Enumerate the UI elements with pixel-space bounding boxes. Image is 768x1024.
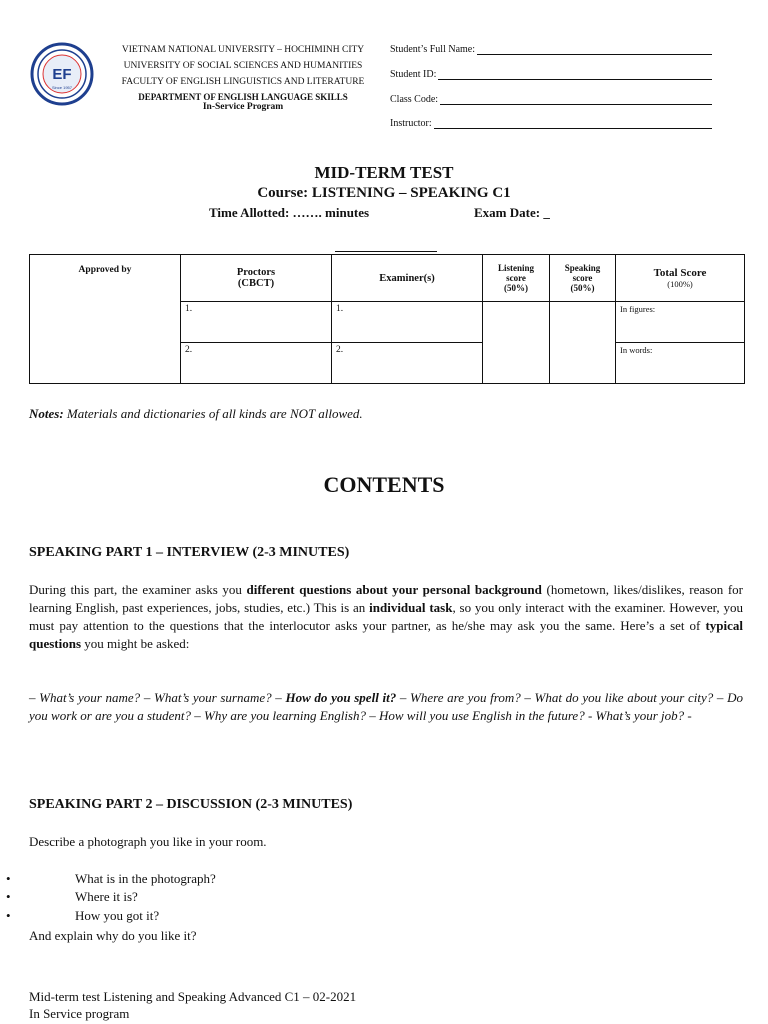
part2-bullet-2: Where it is? [75,889,138,904]
instructor-field[interactable] [390,118,712,129]
exam-date: Exam Date: _ [474,205,550,220]
course-title: Course: LISTENING – SPEAKING C1 [257,185,511,201]
program-name: In-Service Program [202,102,284,112]
footer-line-1: Mid-term test Listening and Speaking Advanced C1 – 02-2021 [29,989,357,1004]
speaking-header [550,255,616,302]
listening-score-cell[interactable] [483,302,550,384]
proctors-sub: (CBCT) [237,278,275,289]
listening-header [483,255,550,302]
student-id-label: Student ID: [390,69,437,80]
class-code-field[interactable] [390,94,712,105]
proctors-header [181,255,332,302]
student-name-line[interactable] [477,44,712,55]
score-words-cell[interactable] [616,343,745,384]
part2-heading: SPEAKING PART 2 – DISCUSSION (2-3 MINUTES) [29,797,353,812]
part1-questions: – What’s your name? – What’s your surname? – How do you spell it? – Where are you from? – What do you like about your city? – Do you work or are you a student? – Why are you learning English? – How will you use English in the future? - What’s your job? - [29,690,743,723]
listening-label: Listening score [497,263,534,283]
notes-label: Notes: [29,406,64,421]
notes [29,406,363,422]
student-id-field[interactable] [390,69,712,80]
examiner-1-num: 1. [336,304,344,314]
contents-heading: CONTENTS [323,472,445,497]
student-id-line[interactable] [438,69,712,80]
part2-intro: Describe a photograph you like in your room. [29,834,267,849]
part2-outro: And explain why do you like it? [29,928,197,943]
department-name: DEPARTMENT OF ENGLISH LANGUAGE SKILLS [138,92,348,102]
proctor-1-cell[interactable] [181,302,332,343]
instructor-label: Instructor: [390,118,432,129]
examiners-label: Examiner(s) [379,272,435,284]
instructor-line[interactable] [434,118,712,129]
institution-header [104,42,382,113]
student-name-field[interactable] [390,44,712,55]
part2-bullet-3: How you got it? [75,908,160,923]
time-allotted: Time Allotted: ……. minutes [209,205,370,220]
speaking-score-cell[interactable] [550,302,616,384]
bullet-icon: • [6,871,11,886]
part2-bullet-1: What is in the photograph? [75,871,216,886]
proctor-2-cell[interactable] [181,343,332,384]
proctors-label: Proctors [236,267,276,278]
logo-since: Since 1957 [51,85,73,90]
proctor-1-num: 1. [185,304,193,314]
speaking-label: Speaking score [564,263,601,283]
examiner-2-cell[interactable] [332,343,483,384]
part1-paragraph: During this part, the examiner asks you different questions about your personal background (hometown, likes/dislikes, reason for learning English, past experiences, jobs, studies, etc.) This is an individual task, so you only interact with the examiner. However, you must pay attention to the questions that the interlocutor asks your partner, as he/she may ask you the same. Here’s a set of typical questions you might be asked: [29,582,743,651]
inst-line-1: VIETNAM NATIONAL UNIVERSITY – HOCHIMINH CITY [121,45,365,55]
approved-by-label: Approved by [78,265,132,275]
score-figures-cell[interactable] [616,302,745,343]
bullet-icon: • [6,889,11,904]
logo-letters: EF [52,66,72,83]
proctor-2-num: 2. [185,345,193,355]
total-header [616,255,745,302]
approved-by-cell [30,255,181,384]
divider-line [335,251,437,252]
examiners-header [332,255,483,302]
notes-text: Materials and dictionaries of all kinds are NOT allowed. [63,406,363,421]
total-pct: (100%) [667,279,693,289]
student-name-label: Student’s Full Name: [390,44,475,55]
in-words-label: In words: [620,345,653,355]
speaking-pct: (50%) [570,283,595,293]
listening-pct: (50%) [504,283,528,293]
class-code-line[interactable] [440,94,712,105]
score-table [29,254,745,384]
inst-line-3: FACULTY OF ENGLISH LINGUISTICS AND LITERATURE [121,77,365,87]
examiner-2-num: 2. [336,345,344,355]
inst-line-2: UNIVERSITY OF SOCIAL SCIENCES AND HUMANITIES [123,61,363,71]
class-code-label: Class Code: [390,94,439,105]
bullet-icon: • [6,908,11,923]
in-figures-label: In figures: [620,304,656,314]
test-title: MID-TERM TEST [314,163,454,182]
university-logo [30,42,94,106]
part1-heading: SPEAKING PART 1 – INTERVIEW (2-3 MINUTES) [29,545,350,560]
total-label: Total Score [653,267,707,279]
footer-line-2: In Service program [29,1006,130,1021]
examiner-1-cell[interactable] [332,302,483,343]
